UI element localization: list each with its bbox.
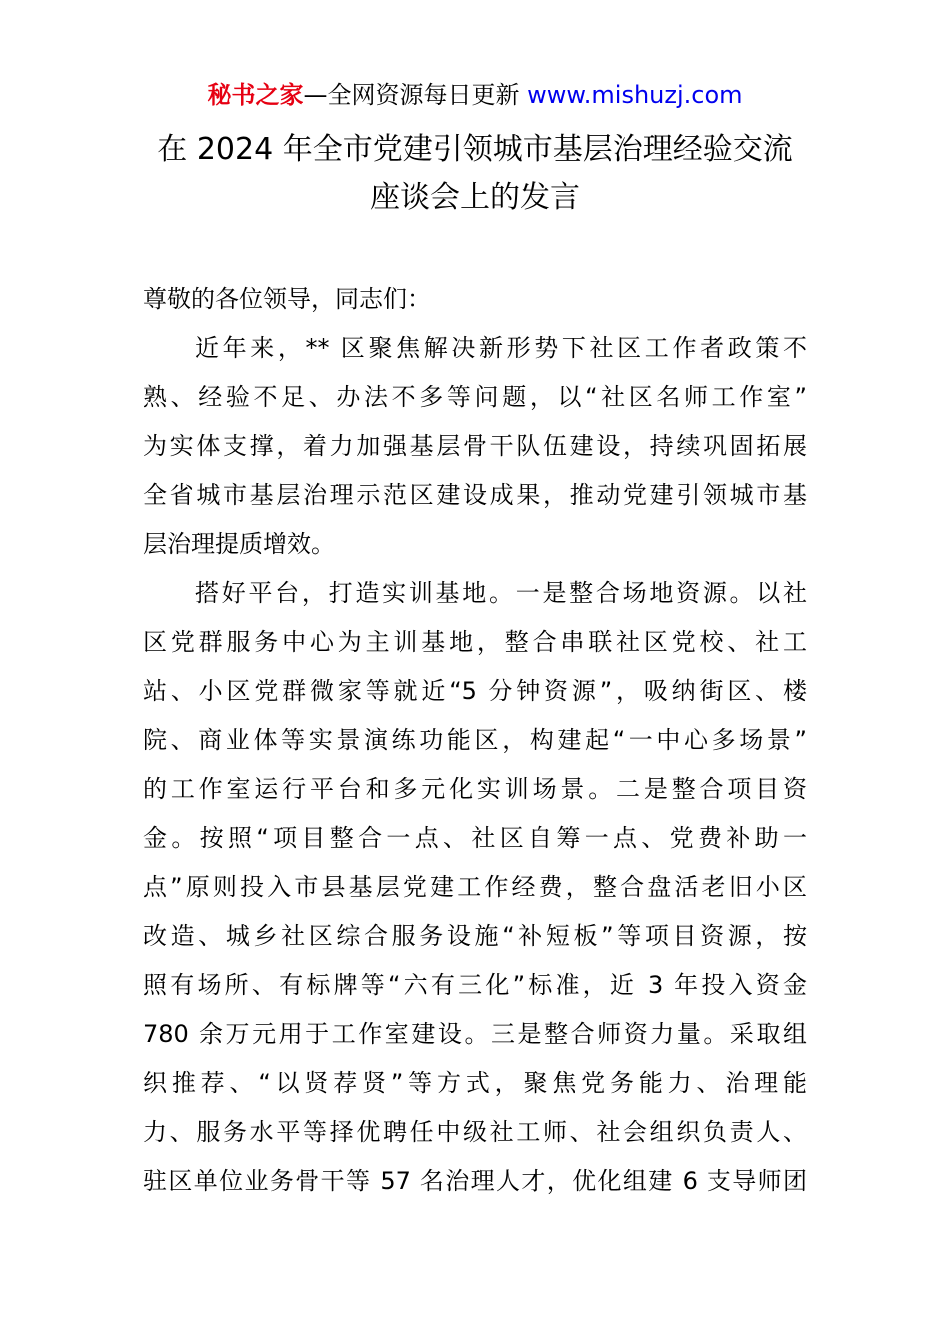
paragraph-line: 区党群服务中心为主训基地，整合串联社区党校、社工 [143,628,807,656]
paragraph-line: 780 余万元用于工作室建设。三是整合师资力量。采取组 [143,1020,807,1048]
header-tagline: —全网资源每日更新 [303,81,528,109]
title-line-2: 座谈会上的发言 [370,180,580,215]
paragraph-line: 力、服务水平等择优聘任中级社工师、社会组织负责人、 [143,1118,807,1146]
paragraph-line: 金。按照“项目整合一点、社区自筹一点、党费补助一 [143,824,807,852]
paragraph-line: 驻区单位业务骨干等 57 名治理人才，优化组建 6 支导师团 [143,1167,807,1195]
paragraph-line: 层治理提质增效。 [143,530,335,558]
paragraph-line: 为实体支撑，着力加强基层骨干队伍建设，持续巩固拓展 [143,432,807,460]
paragraph-line: 近年来，** 区聚焦解决新形势下社区工作者政策不 [195,334,807,362]
title-line-1: 在 2024 年全市党建引领城市基层治理经验交流 [157,132,793,167]
brand-name: 秘书之家 [207,81,304,109]
paragraph-line: 的工作室运行平台和多元化实训场景。二是整合项目资 [143,775,807,803]
document-title [120,126,830,222]
paragraph-line: 熟、经验不足、办法不多等问题，以“社区名师工作室” [143,383,807,411]
site-header [0,78,950,112]
paragraph-line: 站、小区党群微家等就近“5 分钟资源”，吸纳街区、楼 [143,677,807,705]
salutation: 尊敬的各位领导，同志们： [143,285,431,313]
site-url-link[interactable]: www.mishuzj.com [527,81,743,109]
paragraph-line: 改造、城乡社区综合服务设施“补短板”等项目资源，按 [143,922,807,950]
paragraph-line: 搭好平台，打造实训基地。一是整合场地资源。以社 [195,579,807,607]
paragraph-line: 织推荐、“以贤荐贤”等方式，聚焦党务能力、治理能 [143,1069,807,1097]
paragraph-line: 全省城市基层治理示范区建设成果，推动党建引领城市基 [143,481,807,509]
document-body [143,275,807,1206]
paragraph-line: 照有场所、有标牌等“六有三化”标准，近 3 年投入资金 [143,971,807,999]
paragraph-line: 院、商业体等实景演练功能区，构建起“一中心多场景” [143,726,807,754]
paragraph-line: 点”原则投入市县基层党建工作经费，整合盘活老旧小区 [143,873,807,901]
